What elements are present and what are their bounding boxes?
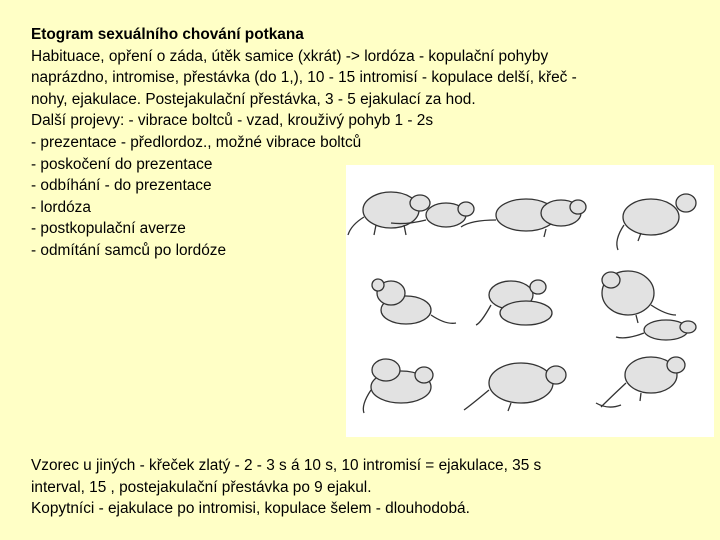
text-line: - poskočení do prezentace [31,155,213,173]
text-line: - odbíhání - do prezentace [31,177,212,195]
text-line: Vzorec u jiných - křeček zlatý - 2 - 3 s á 10 s, 10 intromisí = ejakulace, 35 s [31,457,542,474]
rat-icon [476,280,552,325]
rat-icon [464,363,566,411]
text-line: - odmítání samců po lordóze [31,241,227,259]
text-line: - lordóza [31,198,91,216]
rat-icon [461,199,586,237]
text-line: Kopytníci - ejakulace po intromisi, kopulace šelem - dlouhodobá. [31,500,470,518]
rat-icon [601,357,685,407]
text-line: - postkopulační averze [31,220,186,238]
rat-behavior-illustration-icon [346,165,714,437]
text-line: naprázdno, intromise, přestávka (do 1,), 10 - 15 intromisí - kopulace delší, křeč - [31,69,577,87]
text-line: - prezentace - předlordoz., možné vibrace boltců [31,133,362,151]
text-line: interval, 15 , postejakulační přestávka po 9 ejakul. [31,478,372,496]
slide-title: Etogram sexuálního chování potkana [31,26,304,43]
rat-icon [602,271,676,323]
bottom-text-block [31,455,711,520]
text-line: Další projevy: - vibrace boltců - vzad, krouživý pohyb 1 - 2s [31,112,434,130]
rat-icon [363,359,433,413]
rat-icon [348,192,430,235]
text-line: nohy, ejakulace. Postejakulační přestávka, 3 - 5 ejakulací za hod. [31,90,476,108]
text-line: Habituace, opření o záda, útěk samice (xkrát) -> lordóza - kopulační pohyby [31,47,549,65]
rat-icon [617,194,696,250]
rat-icon [372,279,456,324]
rat-icon [616,320,696,340]
